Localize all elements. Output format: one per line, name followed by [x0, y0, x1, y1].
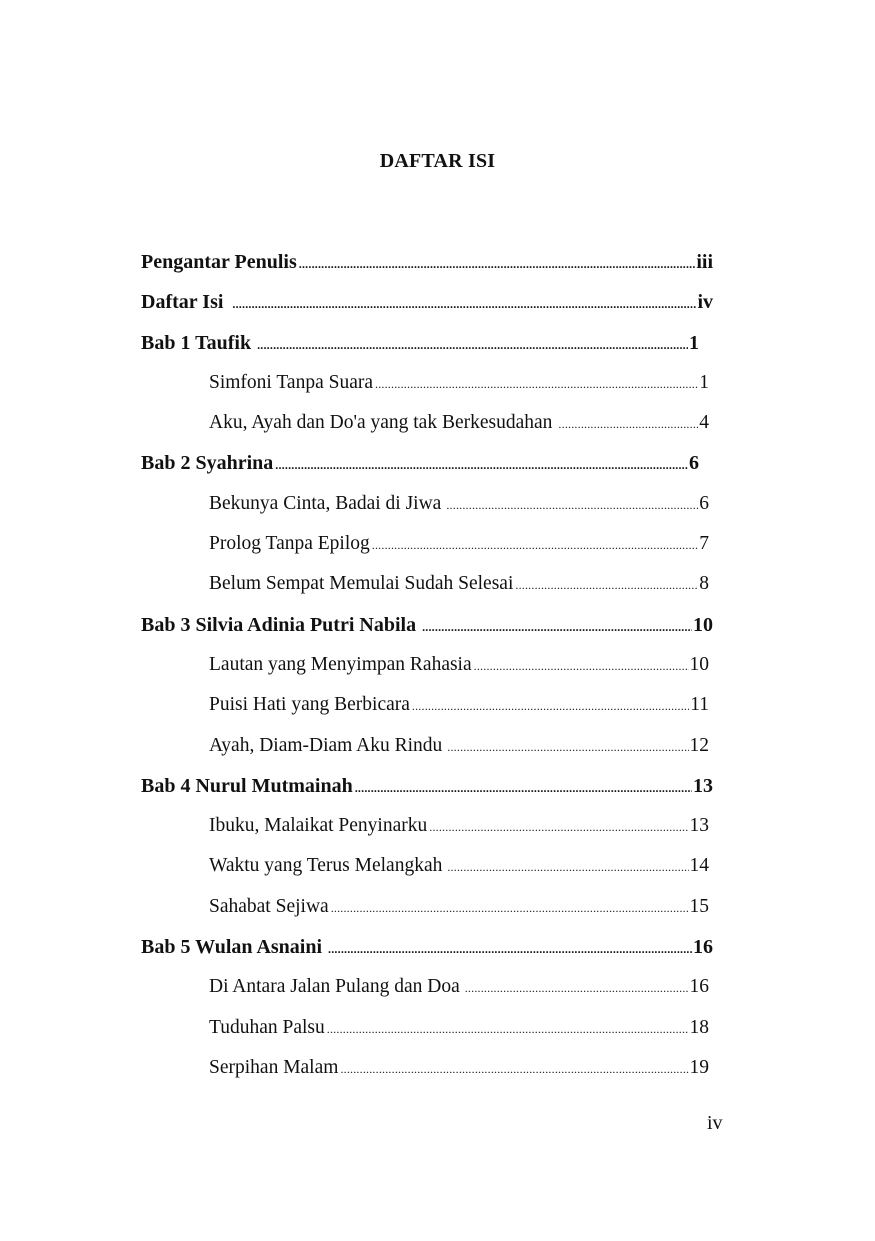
- toc-entry-label: Bab 1 Taufik: [141, 331, 252, 354]
- toc-entry-page: 6: [689, 452, 699, 475]
- dot-leader: [327, 1014, 689, 1044]
- toc-entry-label: Ibuku, Malaikat Penyinarku: [209, 815, 428, 837]
- toc-entry-label: Bab 4 Nurul Mutmainah: [141, 774, 353, 797]
- dot-leader: [355, 773, 692, 803]
- toc-entry-tuduhan-palsu[interactable]: [141, 1013, 709, 1053]
- dot-leader: [447, 852, 688, 882]
- toc-entry-label: Simfoni Tanpa Suara: [209, 371, 373, 393]
- toc-entry-label: Bab 5 Wulan Asnaini: [141, 936, 323, 959]
- toc-entry-aku-ayah-dan-doa[interactable]: [141, 408, 709, 448]
- toc-entry-bab-3[interactable]: [141, 610, 713, 650]
- toc-entry-page: 4: [699, 412, 709, 434]
- toc-entry-page: 14: [689, 855, 709, 877]
- toc-entry-waktu-yang-terus[interactable]: [141, 851, 709, 891]
- toc-entry-page: iii: [696, 251, 713, 273]
- dot-leader: [299, 249, 696, 279]
- dot-leader: [331, 893, 689, 923]
- toc-entry-page: 13: [693, 774, 713, 797]
- toc-entry-label: Waktu yang Terus Melangkah: [209, 855, 443, 877]
- toc-entry-label: Serpihan Malam: [209, 1056, 339, 1078]
- dot-leader: [422, 612, 692, 642]
- dot-leader: [558, 409, 698, 439]
- toc-entry-label: Bab 3 Silvia Adinia Putri Nabila: [141, 613, 417, 636]
- toc-entry-label: Ayah, Diam-Diam Aku Rindu: [209, 734, 443, 756]
- page-number: iv: [707, 1112, 723, 1134]
- page-title: DAFTAR ISI: [379, 150, 496, 172]
- toc-entry-page: 10: [689, 653, 709, 675]
- toc-entry-pengantar-penulis[interactable]: [141, 247, 713, 287]
- toc-entry-page: 18: [689, 1016, 709, 1038]
- toc-entry-page: 11: [690, 694, 709, 716]
- toc-entry-page: 16: [693, 936, 713, 959]
- toc-entry-belum-sempat-memulai[interactable]: [141, 569, 709, 609]
- toc-entry-lautan-yang-menyimpan-rahasia[interactable]: [141, 650, 709, 690]
- toc-entry-label: Bab 2 Syahrina: [141, 452, 274, 475]
- toc-entry-page: 19: [689, 1056, 709, 1078]
- toc-entry-bab-5[interactable]: [141, 932, 713, 972]
- dot-leader: [328, 934, 692, 964]
- toc-entry-label: Di Antara Jalan Pulang dan Doa: [209, 976, 460, 998]
- toc-entry-serpihan-malam[interactable]: [141, 1053, 709, 1093]
- toc-entry-label: Aku, Ayah dan Do'a yang tak Berkesudahan: [209, 412, 553, 434]
- toc-entry-sahabat-sejiwa[interactable]: [141, 892, 709, 932]
- dot-leader: [429, 812, 688, 842]
- toc-entry-page: 6: [699, 492, 709, 514]
- toc-entry-label: Bekunya Cinta, Badai di Jiwa: [209, 492, 442, 514]
- dot-leader: [232, 289, 696, 319]
- toc-entry-bekunya-cinta[interactable]: [141, 489, 709, 529]
- toc-entry-ibuku-malaikat[interactable]: [141, 811, 709, 851]
- toc-entry-daftar-isi[interactable]: [141, 287, 713, 327]
- toc-entry-simfoni-tanpa-suara[interactable]: [141, 368, 709, 408]
- toc-entry-page: 13: [689, 815, 709, 837]
- dot-leader: [465, 973, 689, 1003]
- dot-leader: [372, 530, 698, 560]
- toc-entry-label: Sahabat Sejiwa: [209, 895, 329, 917]
- toc-entry-page: 16: [689, 976, 709, 998]
- table-of-contents: [141, 247, 713, 1093]
- toc-entry-label: Pengantar Penulis: [141, 251, 297, 273]
- toc-entry-label: Belum Sempat Memulai Sudah Selesai: [209, 573, 514, 595]
- toc-entry-prolog-tanpa-epilog[interactable]: [141, 529, 709, 569]
- toc-entry-puisi-hati[interactable]: [141, 690, 709, 730]
- toc-entry-label: Tuduhan Palsu: [209, 1016, 325, 1038]
- dot-leader: [375, 369, 698, 399]
- dot-leader: [515, 570, 698, 600]
- toc-entry-label: Lautan yang Menyimpan Rahasia: [209, 653, 472, 675]
- dot-leader: [447, 732, 688, 762]
- toc-entry-di-antara-jalan-pulang[interactable]: [141, 972, 709, 1012]
- toc-entry-page: iv: [697, 291, 713, 314]
- toc-entry-bab-4[interactable]: [141, 771, 713, 811]
- toc-entry-label: Daftar Isi: [141, 291, 224, 314]
- dot-leader: [446, 490, 698, 520]
- dot-leader: [275, 450, 688, 480]
- dot-leader: [412, 691, 689, 721]
- toc-entry-ayah-diam-diam[interactable]: [141, 731, 709, 771]
- dot-leader: [257, 330, 688, 360]
- toc-entry-page: 12: [689, 734, 709, 756]
- toc-entry-label: Puisi Hati yang Berbicara: [209, 694, 410, 716]
- dot-leader: [340, 1054, 688, 1084]
- toc-entry-label: Prolog Tanpa Epilog: [209, 533, 370, 555]
- toc-entry-page: 7: [699, 533, 709, 555]
- toc-entry-page: 15: [689, 895, 709, 917]
- toc-entry-bab-2[interactable]: [141, 448, 713, 488]
- toc-entry-bab-1[interactable]: [141, 328, 713, 368]
- toc-entry-page: 10: [693, 613, 713, 636]
- toc-entry-page: 8: [699, 573, 709, 595]
- toc-entry-page: 1: [699, 371, 709, 393]
- toc-entry-page: 1: [689, 331, 699, 354]
- dot-leader: [474, 651, 689, 681]
